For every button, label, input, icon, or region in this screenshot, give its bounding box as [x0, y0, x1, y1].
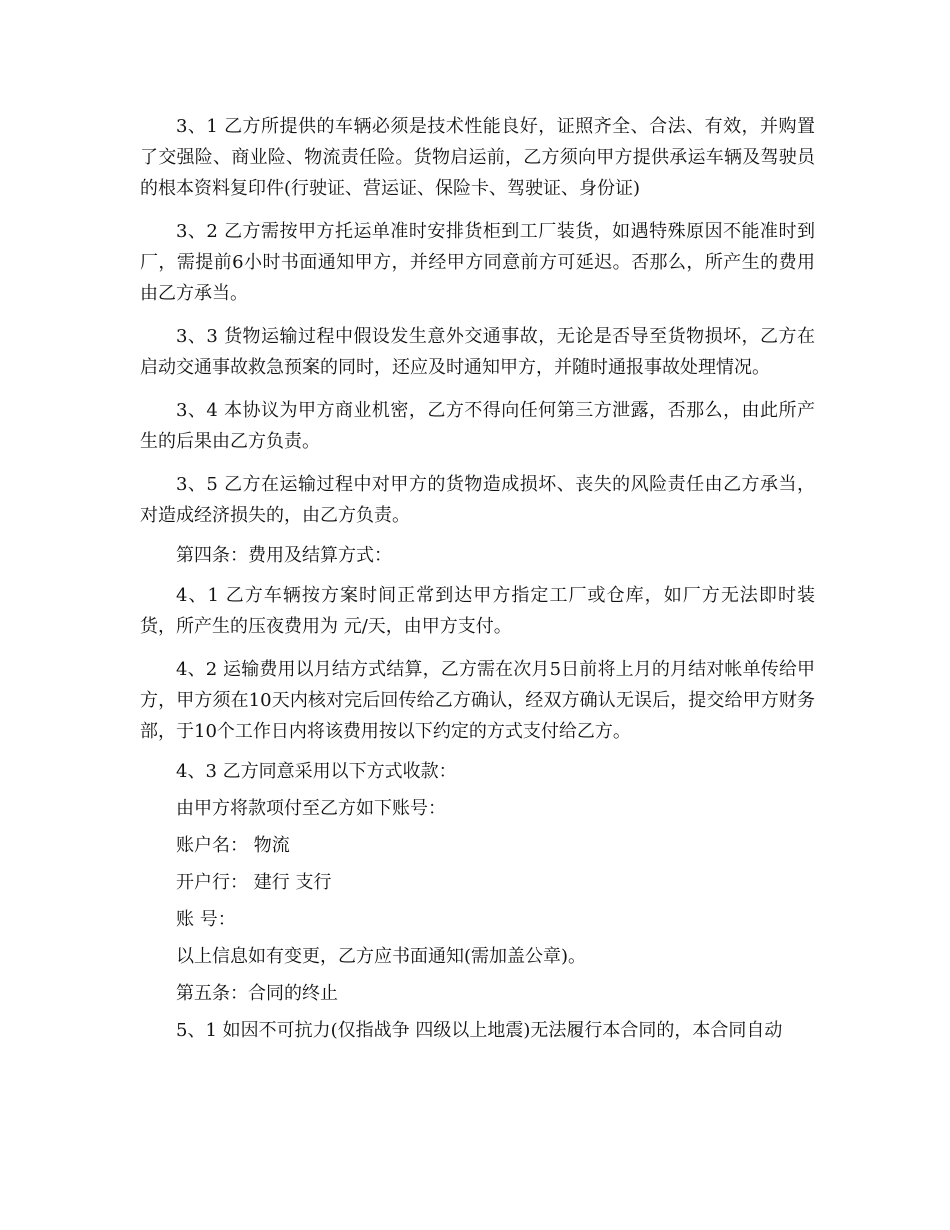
clause-4-3: 4、3 乙方同意采用以下方式收款： — [176, 761, 457, 782]
change-notice: 以上信息如有变更，乙方应书面通知(需加盖公章)。 — [176, 946, 587, 967]
clause-4-1: 4、1 乙方车辆按方案时间正常到达甲方指定工厂或仓库，如厂方无法即时装货，所产生的压夜费用为 元/天，由甲方支付。 — [140, 585, 815, 637]
clause-3-1: 3、1 乙方所提供的车辆必须是技术性能良好，证照齐全、合法、有效，并购置了交强险、商业险、物流责任险。货物启运前，乙方须向甲方提供承运车辆及驾驶员的根本资料复印件(行驶证、营运证、保险卡、驾驶证、身份证) — [140, 116, 815, 199]
clause-3-4: 3、4 本协议为甲方商业机密，乙方不得向任何第三方泄露，否那么，由此所产生的后果由乙方负责。 — [140, 400, 815, 452]
clause-4-2: 4、2 运输费用以月结方式结算，乙方需在次月5日前将上月的月结对帐单传给甲方，甲方须在10天内核对完后回传给乙方确认，经双方确认无误后，提交给甲方财务部，于10个工作日内将该费用按以下约定的方式支付给乙方。 — [140, 659, 815, 742]
clause-3-2: 3、2 乙方需按甲方托运单准时安排货柜到工厂装货，如遇特殊原因不能准时到厂，需提前6小时书面通知甲方，并经甲方同意前方可延迟。否那么，所产生的费用由乙方承当。 — [140, 221, 815, 304]
section-4-title: 第四条：费用及结算方式： — [176, 545, 392, 566]
clause-5-1: 5、1 如因不可抗力(仅指战争 四级以上地震)无法履行本合同的，本合同自动 — [176, 1020, 783, 1041]
payment-instruction: 由甲方将款项付至乙方如下账号： — [176, 798, 446, 819]
account-name: 账户名： 物流 — [176, 835, 290, 856]
account-number: 账 号： — [176, 909, 236, 930]
section-5-title: 第五条：合同的终止 — [176, 983, 338, 1004]
clause-3-3: 3、3 货物运输过程中假设发生意外交通事故，无论是否导至货物损坏，乙方在启动交通事故救急预案的同时，还应及时通知甲方，并随时通报事故处理情况。 — [140, 326, 815, 378]
bank-name: 开户行： 建行 支行 — [176, 872, 332, 893]
clause-3-5: 3、5 乙方在运输过程中对甲方的货物造成损坏、丧失的风险责任由乙方承当，对造成经济损失的，由乙方负责。 — [140, 474, 815, 526]
document-body — [140, 111, 815, 1055]
